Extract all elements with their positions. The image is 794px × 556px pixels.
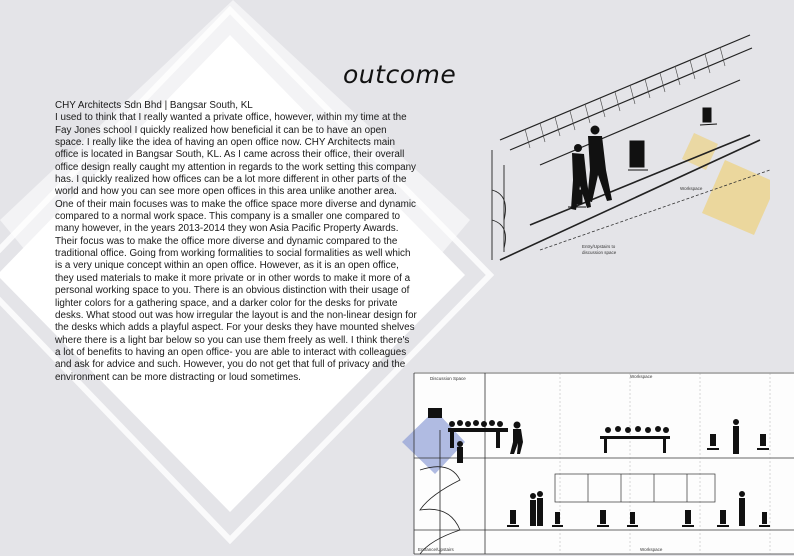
paragraph-2: Their focus was to make the office more diverse and dynamic compared to the traditional office. Going from working formalities to social formalities as well which is a very unique concept within an open office. However, as it is an open office, they used materials to make it more private or in other words to make it more of a personal working space to you. There is an obvious distinction with their usage of lighter colors for a gathering space, and a darker color for the desks for private desks. What stood out was how irregular the layout is and the non-linear design for the desks which adds a playful aspect. For your desks they have mounted shelves where there is a light bar below so you can use them freely as well. I think there's a lot of benefits to having an open office- you are able to interact with colleagues and ask for advice and such. However, you do not get that full of privacy and the environment can be more distracting or loud sometimes.: [55, 235, 417, 383]
yellow-highlight-small: [682, 133, 718, 170]
page-title: outcome: [343, 60, 457, 89]
stair-wall: [492, 150, 506, 260]
workspace-top-label: Workspace: [630, 374, 653, 379]
discussion-space-label: Discussion Space: [430, 376, 466, 381]
entry-label-1: Entry/Upstairs to: [582, 244, 616, 249]
section-drawing-top: [470, 20, 770, 270]
body-text: [55, 100, 417, 384]
ceiling-ribs: [525, 47, 725, 148]
section-drawing-bottom: [390, 370, 794, 556]
entry-label-2: discussion space: [582, 250, 617, 255]
yellow-highlight: [702, 160, 770, 235]
paragraph-1: I used to think that I really wanted a private office, however, within my time at the Fay Jones school I quickly realized how beneficial it can be to have an open space. I really like the idea of having an open office now. CHY Architects main office is located in Bangsar South, KL. As I came across their office, their overall office design really caught my attention in regards to the work setting this company has. I quickly realized how offices can be a lot more different in other parts of the world and how you can see more open offices in this area unlike another area. One of their main focuses was to make the office space more diverse and dynamic compared to a normal work space. This company is a smaller one compared to many however, in the years 2013-2014 they won Asia Pacific Property Awards.: [55, 112, 416, 235]
office-heading: CHY Architects Sdn Bhd | Bangsar South, KL: [55, 100, 253, 111]
workspace-bottom-label: Workspace: [640, 547, 663, 552]
entrance-label: Entrance/Upstairs: [418, 547, 454, 552]
workspace-label: Workspace: [680, 186, 703, 191]
